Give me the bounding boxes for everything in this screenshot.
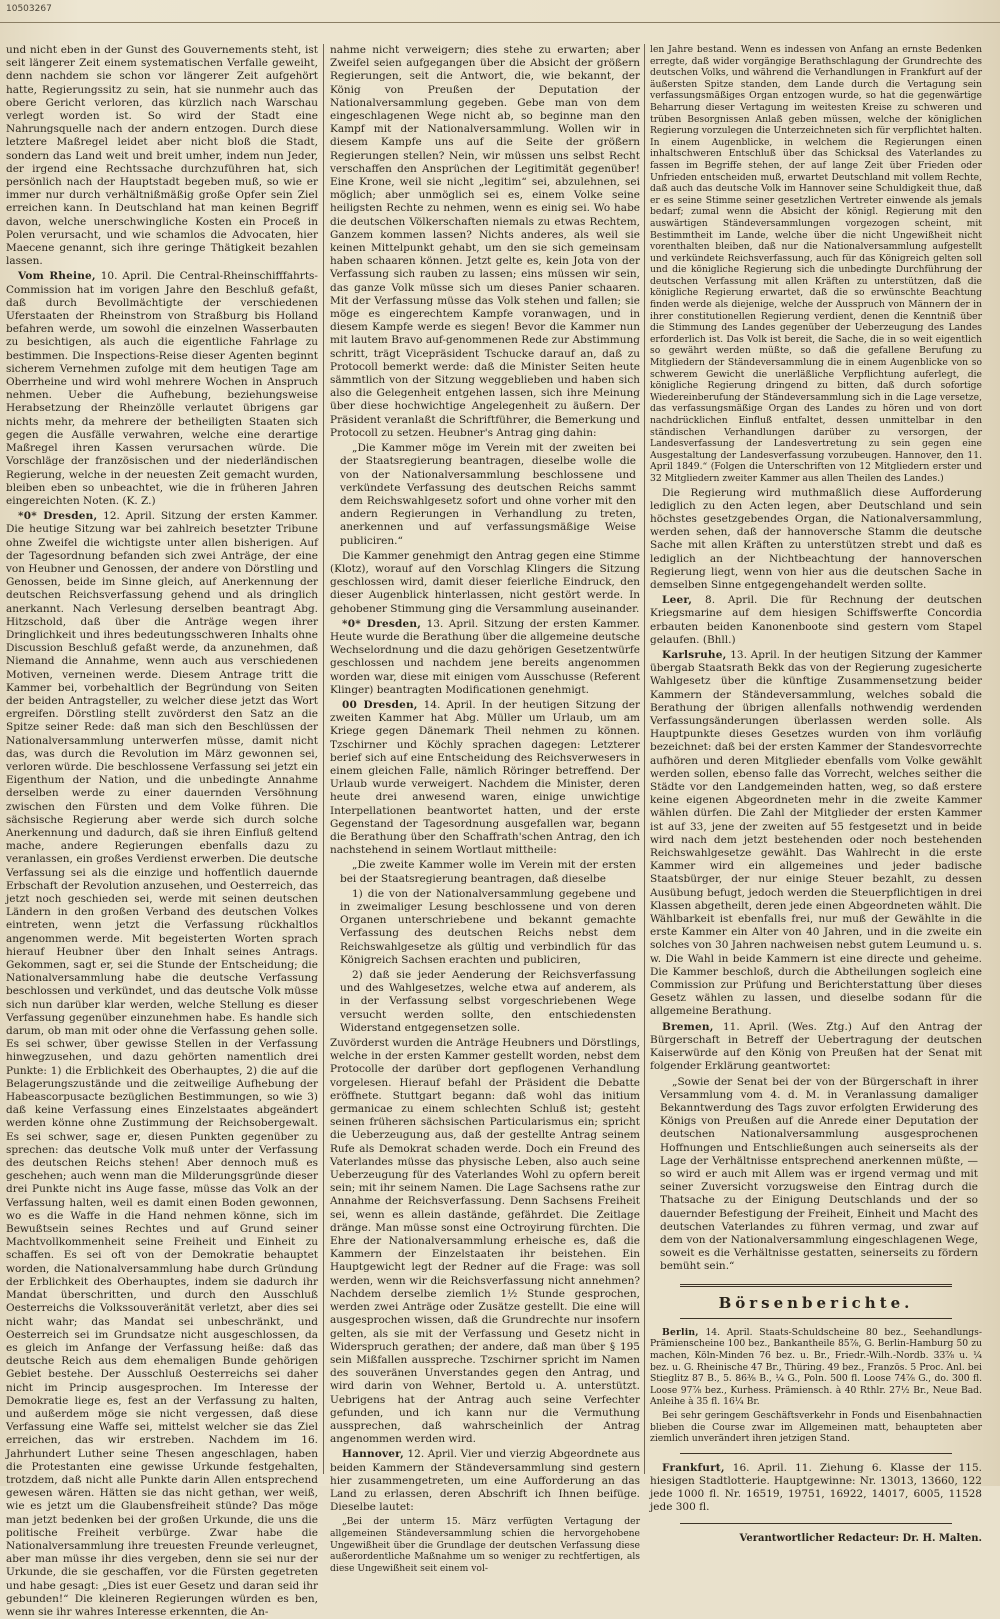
column-2 — [330, 44, 641, 1574]
market-report — [650, 1327, 982, 1408]
dateline: Vom Rheine, — [18, 270, 96, 283]
section-heading: Börsenberichte. — [718, 1293, 914, 1312]
quoted-motion: „Die Kammer möge im Verein mit der zweiten bei der Staatsregierung beantragen, dieselbe wolle die von der Nationalversammlung beschlossene und verkündete Verfassung des deutschen Reichs sammt dem Reichswahlgesetz sofort und ohne vorher mit den andern Regierungen in Verhandlung zu treten, anerkennen und auf verfassungsmäßige Weise publiciren.“ — [340, 442, 636, 547]
article-paragraph: und nicht eben in der Gunst des Gouvernements steht, ist seit längerer Zeit einem systematischen Verfalle geweiht, denn nachdem sie schon vor längerer Zeit aufgehört hatte, Regierungssitz zu sein, hat sie nunmehr auch das obere Gericht verloren, das kürzlich nach Warschau verlegt worden ist. So wird der Stadt eine Nahrungsquelle nach der andern entzogen. Durch diese letztere Maßregel leidet aber nicht bloß die Stadt, sondern das Land weit und breit umher, indem nun Jeder, der irgend eine Rechtssache durchzuführen hat, sich persönlich nach der Hauptstadt begeben muß, so wie er immer nur durch verhältnißmäßig große Opfer sein Ziel erreichen kann. In Deutschland hat man keinen Begriff davon, welche unerschwingliche Kosten ein Proceß in Polen verursacht, und wie schamlos die Advocaten, hier Maecene genannt, sich ihre geringe Thätigkeit bezahlen lassen. — [6, 44, 318, 268]
article-paragraph — [650, 594, 982, 647]
article-paragraph — [650, 1021, 982, 1074]
column-3 — [650, 44, 982, 1544]
article-paragraph — [330, 699, 640, 857]
dateline: Leer, — [662, 594, 693, 607]
dateline: Hannover, — [342, 1448, 405, 1461]
article-paragraph — [330, 618, 640, 697]
article-paragraph: Die Regierung wird muthmaßlich diese Aufforderung lediglich zu den Acten legen, aber Deutschland und sein höchstes gesetzgebendes Organ, die Nationalversammlung, werden sehen, daß der hannoversche Stamm die deutsche Sache mit allen Kräften zu unterstützen strebt und daß es lediglich an der Nichtbeachtung der hannoverschen Regierung liegt, wenn von hier aus die deutschen Sache in demselben Sinne entgegengehandelt werden sollte. — [650, 486, 982, 591]
dateline: Bremen, — [662, 1020, 714, 1033]
article-paragraph — [6, 270, 318, 508]
article-paragraph: Zuvörderst wurden die Anträge Heubners und Dörstlings, welche in der ersten Kammer gestellt worden, nebst dem Protocolle der darüber dort gepflogenen Verhandlung vorgelesen. Hierauf befahl der Präsident die Debatte eröffnete. Stuttgart begann: daß wohl das initium germanicae zu einem schlechten Schluß ist; gesteht seinen früheren sächsischen Particularismus ein; spricht die Ueberzeugung aus, daß der gestellte Antrag seinem Rufe als Demokrat schaden werde. Doch ein Freund des Vaterlandes müsse das physische Leben, also auch seine Ueberzeugung für des Vaterlandes Wohl zu opfern bereit sein; mit ihr seinem Namen. Die Lage Sachsens rathe zur Annahme der Reichsverfassung. Denn Sachsens Freiheit sei, wenn es allein dastände, gefährdet. Die Zeitlage dränge. Man müsse sonst eine Octroyirung fürchten. Die Ehre der Nationalversammlung erheische es, daß die Kammern der Einzelstaaten ihr beistehen. Ein Hauptgewicht legt der Redner auf die Frage: was soll werden, wenn wir die Reichsverfassung nicht annehmen? Nachdem derselbe ziemlich 1½ Stunde gesprochen, werden zwei Anträge oder Zusätze gestellt. Die eine will ausgesprochen wissen, daß die Grundrechte nur insofern gelten, als sie mit der Verfassung und Gesetz nicht in Widerspruch gerathen; der andere, daß man über § 195 sein Mißfallen ausspreche. Tzschirner spricht im Namen des souveränen Unverstandes gegen den Antrag, und wird darin von Wehner, Bertold u. A. unterstützt. Uebrigens hat der Antrag auch seine Verfechter gefunden, und ich kann nur die Vermuthung aussprechen, daß wahrscheinlich der Antrag angenommen werden wird. — [330, 1037, 640, 1446]
article-paragraph — [330, 1448, 640, 1514]
quoted-appeal: „Bei der unterm 15. März verfügten Vertagung der allgemeinen Ständeversammlung schien die hervorgehobene Ungewißheit über die Grundlage der deutschen Verfassung diese außerordentliche Maßnahme um so weniger zu rechtfertigen, als diese Ungewißheit seit einem vol- — [330, 1516, 640, 1574]
column-rule-2 — [644, 44, 645, 1474]
column-1 — [6, 44, 319, 1618]
top-rule — [0, 22, 1000, 35]
article-paragraph — [6, 510, 318, 1619]
article-paragraph: nahme nicht verweigern; dies stehe zu erwarten; aber Zweifel seien aufgegangen über die Absicht der größern Regierungen, seit die Antwort, die, wie bekannt, der König von Preußen der Deputation der Nationalversammlung gegeben. Gebe man von dem eingeschlagenen Wege nicht ab, so beginne man den Kampf mit der Nationalversammlung. Wollen wir in diesem Kampfe uns auf die Seite der größern Regierungen stellen? Nein, wir müssen uns selbst Recht verschaffen den Ansprüchen der Legitimität gegenüber! Eine Krone, weil sie nicht „legitim“ sei, abzulehnen, sei möglich; aber unmöglich sei es, einem Volke seine heiligsten Rechte zu nehmen, wenn es einig sei. Wo habe die deutschen Völkerschaften niemals zu etwas Rechtem, Ganzem kommen lassen? Nichts anderes, als weil sie keinen Mittelpunkt gehabt, um den sie sich gemeinsam haben schaaren können. Jetzt gelte es, kein Jota von der Verfassung sich rauben zu lassen; eins müssen wir sein, das ganze Volk müsse sich um dieses Panier schaaren. Mit der Verfassung müsse das Volk stehen und fallen; sie möge es eingerechtem Kampfe voranwagen, und in diesem Kampfe werde es siegen! Bevor die Kammer nun mit lautem Bravo auf-genommenen Rede zur Abstimmung schritt, trägt Vicepräsident Tschucke darauf an, daß zu Protocoll bemerkt werde: daß die Minister Seiten heute sämmtlich von der Sitzung weggeblieben und haben sich also die Gelegenheit entgehen lassen, sich ihre Meinung über diese hochwichtige Angelegenheit zu äußern. Der Präsident veranlaßt die Schriftführer, die Bemerkung und Protocoll zu setzen. Heubner's Antrag ging dahin: — [330, 44, 640, 439]
dateline: 00 Dresden, — [342, 698, 418, 711]
section-divider — [680, 1523, 952, 1524]
lottery-report — [650, 1462, 982, 1515]
editor-credit: Verantwortlicher Redacteur: Dr. H. Malten. — [739, 1532, 982, 1544]
article-paragraph: Die Kammer genehmigt den Antrag gegen eine Stimme (Klotz), worauf auf den Vorschlag Klingers die Sitzung geschlossen wird, damit dieser feierliche Eindruck, den dieser Augenblick hinterlassen, nicht gestört werde. In gehobener Stimmung ging die Versammlung auseinander. — [330, 549, 640, 615]
dateline: Frankfurt, — [662, 1461, 725, 1474]
quoted-motion: „Die zweite Kammer wolle im Verein mit der ersten bei der Staatsregierung beantragen, daß dieselbe — [340, 859, 636, 885]
quoted-appeal-continued: len Jahre bestand. Wenn es indessen von Anfang an ernste Bedenken erregte, daß wider vorgängige Berathschlagung der Grundrechte des deutschen Volks, und während die Verhandlungen in Frankfurt auf der äußersten Spitze standen, dem Lande durch die Vertagung sein verfassungsmäßiges Organ entzogen wurde, so hat die gegenwärtige Beharrung dieser Vertagung im weitesten Kreise zu schweren und trüben Besorgnissen Anlaß geben müssen, welche der königlichen Regierung vorzulegen die Unterzeichneten sich für verpflichtet halten. In einem Augenblicke, in welchem die Regierungen einen inhaltschweren Entschluß über das Schicksal des Vaterlandes zu fassen im Begriffe stehen, der auf lange Zeit über Frieden oder Unfrieden entscheiden muß, erwartet Deutschland mit vollem Rechte, daß auch das deutsche Volk im Hannover seine Schuldigkeit thue, daß er es seine Stimme seiner gesetzlichen Vertreter einwende als jemals bedarf; zumal wenn die Absicht der königl. Regierung mit den auswärtigen Ständeversammlungen vorgezogen scheint, mit Bestimmtheit im Lande, welche über die nicht Ungewißheit nicht vorenthalten bleiben, daß nur die Nationalversammlung aufgestellt und verkündete Reichsverfassung, auch für das Königreich gelten soll und die königliche Regierung sich die unbedingte Durchführung der deutschen Verfassung mit allen Kräften zu unterstützen, daß die königliche Regierung erwartet, daß die so erwünschte Beachtung finden werde als diejenige, welche der Ausspruch von Männern der in ihrer constitutionellen Regierung verdient, denen die Kenntniß über die Stimmung des Landes gegenüber der Ueberzeugung des Landes erforderlich ist. Das Volk ist bereit, die Sache, die in so weit eigentlich so gewährt werden müßte, so daß die gefallene Berufung zu Mitgliedern der Ständeversammlung die in einem Augenblicke von so schwerem Gewicht die unerläßliche Verpflichtung auferlegt, die königliche Regierung dringend zu bitten, daß durch sofortige Wiedereinberufung der Ständeversammlung sich in die Lage versetze, das verfassungsmäßige Organ des Landes zu hören und von dort nachdrücklichen Einfluß entfaltet, dessen unmittelbar in den ständischen Verhandlungen darüber zu versorgen, der Landesverfassung der Landesvertretung zu sein gegen eine Ausgestaltung der Landesverfassung vorzubeugen. Hannover, den 11. April 1849.“ (Folgen die Unterschriften von 12 Mitgliedern erster und 32 Mitgliedern zweiter Kammer aus allen Theilen des Landes.) — [650, 44, 982, 484]
market-text: 14. April. Staats-Schuldscheine 80 bez., Seehandlungs-Prämienscheine 100 bez., Bankantheile 85⅞, G. Berlin-Hamburg 50 zu machen, Köln-Minden 76 bez. u. Br., Friedr.-Wilh.-Nordb. 33⅞ u. ¼ bez. u. G. Rheinische 47 Br., Thüring. 49 bez., Französ. 5 Proc. Anl. bei Stieglitz 87 B., 5. 86⅜ B., ¼ G., Poln. 500 fl. Loose 74⅞ G., do. 300 fl. Loose 97⅞ bez., Kurhess. Prämiensch. à 40 Rthlr. 27½ Br., Neue Bad. Anleihe à 35 fl. 16¼ Br. — [650, 1326, 982, 1408]
dateline: *0* Dresden, — [18, 510, 98, 523]
article-text: 10. April. Die Central-Rheinschifffahrts-Commission hat im vorigen Jahre den Beschluß gefaßt, daß durch Bevollmächtigte der verschiedenen Uferstaaten der Rheinstrom von Straßburg bis Holland befahren werde, um sowohl die einzelnen Wasserbauten zu besichtigen, als auch die eigentliche Fahrlage zu bestimmen. Die Inspections-Reise dieser Agenten beginnt sicherem Vernehmen zufolge mit dem heutigen Tage am Oberrheine und wird wohl mehrere Wochen in Anspruch nehmen. Ueber die Aufhebung, beziehungsweise Herabsetzung der Rheinzölle verlautet übrigens gar nichts mehr, da mehrere der betheiligten Staaten sich gegen die Ausfälle verwahren, welche eine derartige Maßregel ihren Kassen verursachen würde. Die Vorschläge der französischen und der niederländischen Regierung, welche in der neuesten Zeit gemacht wurden, bleiben eben so unbeachtet, wie die in früheren Jahren eingereichten Noten. (K. Z.) — [6, 270, 318, 507]
article-text: 13. April. Sitzung der ersten Kammer. Heute wurde die Berathung über die allgemeine deutsche Wechselordnung und die dazu gehörigen Gesetzentwürfe geschlossen und nachdem jene bereits angenommen worden war, diese mit einigen vom Ausschusse (Referent Klinger) beantragten Modificationen genehmigt. — [330, 617, 641, 696]
dateline: Karlsruhe, — [662, 649, 727, 661]
quoted-motion-item: 2) daß sie jeder Aenderung der Reichsverfassung und des Wahlgesetzes, welche etwa auf anderem, als in der Verfassung selbst vorgeschriebenen Wege versucht werden sollte, den entschiedensten Widerstand entgegensetzen solle. — [340, 969, 636, 1034]
market-report: Bei sehr geringem Geschäftsverkehr in Fonds und Eisenbahnactien blieben die Course zwar im Allgemeinen matt, behaupteten aber ziemlich unverändert ihren jetzigen Stand. — [650, 1409, 982, 1445]
senate-declaration: „Sowie der Senat bei der von der Bürgerschaft in ihrer Versammlung vom 4. d. M. in Veranlassung damaliger Bekanntwerdung des Tags zuvor erfolgten Erwiderung des Königs von Preußen auf die Anrede einer Deputation der deutschen Nationalversammlung ausgesprochenen Hoffnungen und Entschließungen auch seinerseits als der Lage der Verhältnisse entsprechend anerkennen müßte, — so wird er auch mit Allem was er irgend vermag und mit seiner Zuversicht vorzugsweise den Eintrag durch die Thatsache zu der Einigung Deutschlands und der so dauernder Befestigung der Freiheit, Einheit und Macht des deutschen Vaterlandes zu führen vermag, und zwar auf dem von der Nationalversammlung eingeschlagenen Wege, soweit es die Verhältnisse gestatten, seinerseits zu fördern bemüht sein.“ — [660, 1075, 978, 1273]
article-text: 11. April. (Wes. Ztg.) Auf den Antrag der Bürgerschaft in Betreff der Uebertragung der deutschen Kaiserwürde auf den König von Preußen hat der Senat mit folgender Erklärung geantwortet: — [650, 1020, 982, 1073]
article-text: 14. April. In der heutigen Sitzung der zweiten Kammer hat Abg. Müller um Urlaub, um am Kriege gegen Dänemark Theil nehmen zu können. Tzschirner und Köchly sprachen dagegen: Letzterer berief sich auf eine Entscheidung des Reichsverwesers in einem gleichen Falle, nämlich Röringer betreffend. Der Urlaub wurde verweigert. Nachdem die Minister, deren heute drei anwesend waren, einige unwichtige Interpellationen beantwortet hatten, und der erste Gegenstand der Tagesordnung ausgefallen war, begann die Berathung über den Schaffrath'schen Antrag, den ich nachstehend in seinem Wortlaut mittheile: — [330, 698, 640, 857]
section-divider — [680, 1453, 952, 1454]
page-id: 10503267 — [6, 4, 52, 14]
article-text: 8. April. Die für Rechnung der deutschen Kriegsmarine auf dem hiesigen Schiffswerfte Concordia erbauten beiden Kanonenboote sind gestern vom Stapel gelaufen. (Bhll.) — [650, 594, 982, 646]
dateline: *0* Dresden, — [342, 617, 422, 630]
dateline: Berlin, — [662, 1326, 699, 1338]
column-rule-1 — [323, 44, 324, 1474]
quoted-motion-item: 1) die von der Nationalversammlung gegebene und in zweimaliger Lesung beschlossene und von deren Organen unterschriebene und bekannt gemachte Verfassung des deutschen Reichs nebst dem Reichswahlgesetze als gültig und verbindlich für das Königreich Sachsen erachten und publiciren, — [340, 887, 636, 966]
article-text: 12. April. Vier und vierzig Abgeordnete aus beiden Kammern der Ständeversammlung sind gestern hier zusammengetreten, um eine Aufforderung an das Land zu erlassen, deren Abschrift ich Ihnen beifüge. Dieselbe lautet: — [330, 1448, 640, 1514]
section-divider — [680, 1318, 952, 1319]
lottery-text: 16. April. 11. Ziehung 6. Klasse der 115. hiesigen Stadtlotterie. Hauptgewinne: Nr. 13013, 13660, 122 jede 1000 fl. Nr. 16519, 19751, 16922, 14017, 6005, 11528 jede 300 fl. — [650, 1461, 982, 1514]
article-paragraph — [650, 649, 982, 1019]
article-text: 12. April. Sitzung der ersten Kammer. Die heutige Sitzung war bei zahlreich besetzter Tribune ohne Zweifel die wichtigste unter allen bisherigen. Auf der Tagesordnung befanden sich zwei Anträge, der eine von Heubner und Genossen, der andere von Dörstling und Genossen, beide im Sinne gleich, auf Anerkennung der deutschen Reichsverfassung gehend und als dringlich anerkannt. Nach Verlesung derselben beantragt Abg. Hitzschold, daß über die Anträge wegen ihrer Dringlichkeit und ihres bedeutungsschweren Inhalts ohne Discussion Beschluß gefaßt werde, da anzunehmen, daß Niemand die Annahme, wenn auch aus verschiedenen Motiven, verneinen werde. Diesem Antrage tritt die Kammer bei, vorbehaltlich der Begründung von Seiten der beiden Antragsteller, zu welcher diese jetzt das Wort ergreifen. Dörstling stellt zuvörderst den Satz an die Spitze seiner Rede: daß man sich den Beschlüssen der Nationalversammlung unterwerfen müsse, damit nicht das, was durch die Revolution im März gewonnen sei, verloren würde. Die beschlossene Verfassung sei jetzt ein Eigenthum der Nation, und die unbedingte Annahme derselben werde zu einer dauernden Versöhnung zwischen den Fürsten und dem Volke führen. Die sächsische Regierung aber werde sich durch solche Anerkennung und dadurch, daß sie ihren Einfluß geltend mache, andere Regierungen ebenfalls dazu zu veranlassen, ein großes Verdienst erwerben. Die deutsche Verfassung sei als die einzige und hoffentlich dauernde Erbschaft der Revolution anzusehen, und Oesterreich, das jetzt noch geschieden sei, werde mit seinen deutschen Ländern in den großen Verband des deutschen Volkes eintreten, wenn jetzt die Verfassung rückhaltlos angenommen werde. Mit begeisterten Worten sprach hierauf Heubner über den Inhalt seines Antrags. Gekommen, sagt er, sei die Stunde der Entscheidung; die Nationalversammlung habe die deutsche Verfassung beschlossen und verkündet, und das deutsche Volk müsse sich nun darüber klar werden, welche Stellung es dieser Verfassung gegenüber einzunehmen habe. Es handle sich darum, ob man mit oder ohne die Verfassung gehen solle. Es sei schwer, über gewisse Stellen in der Verfassung hinwegzusehen, und dazu gehörten namentlich drei Punkte: 1) die Erblichkeit des Oberhauptes, 2) die auf die Belagerungszustände und die zeitweilige Aufhebung der Habeascorpusacte bezüglichen Bestimmungen, so wie 3) daß keine Verfassung eines Einzelstaates abgeändert werden könne ohne Zustimmung der Reichsobergewalt. Es sei schwer, sage er, diesen Punkten gegenüber zu sprechen: das deutsche Volk muß unter der Verfassung des deutschen Reichs stehen! Aber dennoch muß es geschehen; auch wenn man die Milderungsgründe dieser drei Punkte nicht ins Auge fasse, müsse das Volk an der Verfassung halten, weil es damit einen Boden gewonnen, wo es die Waffe in die Hand nehmen könne, sich im Bewußtsein seines Rechtes und auf Grund seiner Machtvollkommenheit seine Freiheit und Einheit zu schaffen. Es sei oft von der Demokratie behauptet worden, die Nationalversammlung habe durch Gründung der Erblichkeit des Oberhauptes, indem sie dadurch ihr Mandat überschritten, und durch den Ausschluß Oesterreichs die Volkssouveränität verletzt, aber dies sei nicht wahr; das Mandat sei unbeschränkt, und Oesterreich sei im Grundsatze nicht ausgeschlossen, da es gleich im Anfange der Verfassung heiße: daß das deutsche Reich aus dem ehemaligen Bunde gehörigen Gebiet bestehe. Der Ausschluß Oesterreichs sei daher nicht im Princip ausgesprochen. Im Interesse der Demokratie liege es, fest an der Verfassung zu halten, und außerdem möge sie nicht vergessen, daß diese Verfassung eine Waffe sei, mittelst welcher sie das Ziel erreichen, das wir erstreben. Nachdem im 16. Jahrhundert Luther seine Thesen angeschlagen, haben die Protestanten eine gewisse Urkunde festgehalten, trotzdem, daß nicht alle Punkte darin Allen entsprechend gewesen wären. Hätten sie das nicht gethan, wer weiß, wie es jetzt um die Glaubensfreiheit stünde? Das möge man jetzt bedenken bei der großen Urkunde, die uns die politische Freiheit verbürge. Zwar habe die Nationalversammlung ihre treuesten Freunde verleugnet, aber man müsse ihr dies vergeben, denn sie sei nur der Urkunde, die sie geschaffen, vor die Fürsten gegetreten und habe gesagt: „Dies ist euer Gesetz und daran seid ihr gebunden!“ Die kleineren Regierungen würden es ben, wenn sie ihr wahres Interesse erkennten, die An- — [6, 510, 319, 1618]
article-text: 13. April. In der heutigen Sitzung der Kammer übergab Staatsrath Bekk das von der Regierung zugesicherte Wahlgesetz über die künftige Zusammensetzung beider Kammern der Ständeversammlung, welches sobald die Berathung der übrigen allenfalls nothwendig werdenden Verfassungsänderungen überlassen werden solle. Als Hauptpunkte dieses Gesetzes wurden von ihm vorläufig bezeichnet: daß bei der ersten Kammer der Standesvorrechte aufhören und deren Mitglieder ebenfalls vom Volke gewählt werden sollen, ebenso falle das Vorrecht, welches seither die Städte vor den Landgemeinden hatten, weg, so daß erstere keine eigenen Abgeordneten mehr in die zweite Kammer wählen dürfen. Die Zahl der Mitglieder der ersten Kammer ist auf 33, jene der zweiten auf 55 festgesetzt und in beide wird nach dem jetzt bestehenden oder noch bestehenden Reichswahlgesetze gewählt. Das Wahlrecht in die erste Kammer wird ein allgemeines und jeder badische Staatsbürger, der nur einige Steuer bezahlt, zu dessen Ausübung befugt, jedoch werden die Steuerpflichtigen in drei Klassen abgetheilt, deren jede einen Abgeordneten wählt. Die Wählbarkeit ist ebenfalls frei, nur muß der Gewählte in die erste Kammer ein Alter von 40 Jahren, und in die zweite ein solches von 30 Jahren nachweisen nebst gutem Leumund u. s. w. Die Wahl in beide Kammern ist eine directe und geheime. Die Kammer beschloß, durch die Abtheilungen sogleich eine Commission zur Prüfung und Berichterstattung über dieses Gesetz wählen zu lassen, und dieselbe sodann für die allgemeine Berathung. — [650, 649, 982, 1018]
section-divider — [680, 1284, 952, 1287]
